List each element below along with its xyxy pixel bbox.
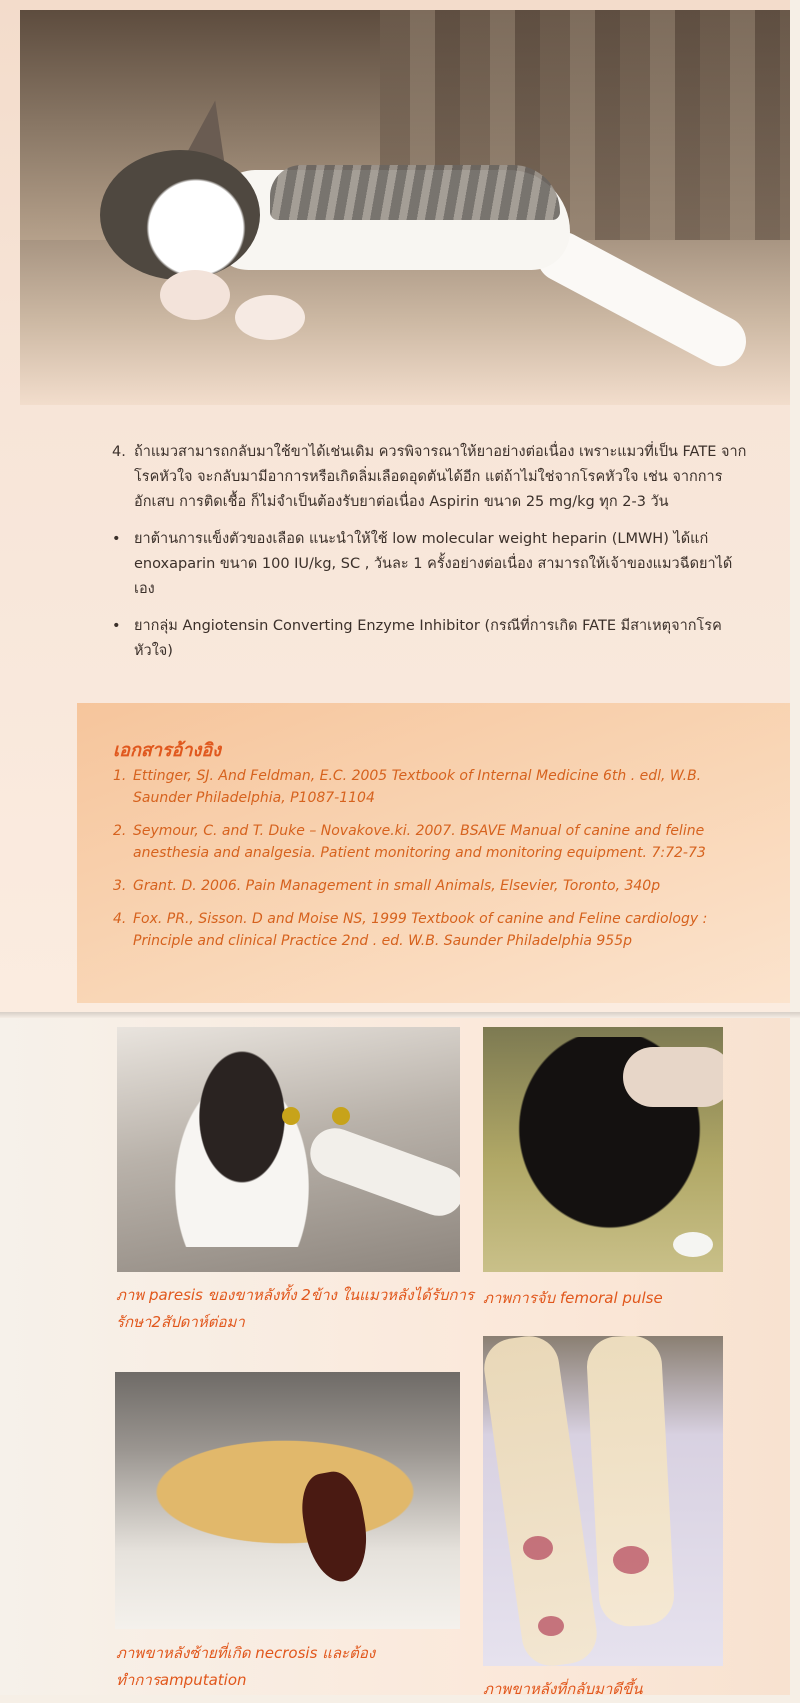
caption-paresis: ภาพ paresis ของขาหลังทั้ง 2ข้าง ในแมวหลังได้รับการรักษา2สัปดาห์ต่อมา [116, 1286, 474, 1331]
photo-femoral-pulse [483, 1027, 723, 1272]
reference-text: Fox. PR., Sisson. D and Moise NS, 1999 Textbook of canine and Feline cardiology : Principle and clinical Practice 2nd . ed. W.B. Saunder Philadelphia 955p [133, 911, 708, 949]
bullet-text: ยาต้านการแข็งตัวของเลือด แนะนำให้ใช้ low molecular weight heparin (LMWH) ได้แก่ enoxaparin ขนาด 100 IU/kg, SC , วันละ 1 ครั้งอย่างต่อเนื่อง สามารถให้เจ้าของแมวฉีดยาได้เอง [134, 531, 733, 597]
bullet-icon: • [112, 618, 121, 634]
lesion-spot [523, 1536, 553, 1560]
reference-text: Ettinger, SJ. And Feldman, E.C. 2005 Textbook of Internal Medicine 6th . edl, W.B. Saunder Philadelphia, P1087-1104 [133, 768, 702, 806]
reference-text: Seymour, C. and T. Duke – Novakove.ki. 2007. BSAVE Manual of canine and feline anesthesia and analgesia. Patient monitoring and monitoring equipment. 7:72-73 [133, 823, 706, 861]
bullet-item [112, 527, 752, 602]
reference-item [113, 765, 743, 809]
reference-text: Grant. D. 2006. Pain Management in small Animals, Elsevier, Toronto, 340p [133, 878, 661, 894]
hand [623, 1047, 723, 1107]
cat-paw [160, 270, 230, 320]
cat-eye [282, 1107, 300, 1125]
caption-necrosis: ภาพขาหลังซ้ายที่เกิด necrosis และต้องทำการamputation [116, 1644, 376, 1689]
cat-leg [585, 1336, 675, 1628]
bullet-item [112, 614, 752, 664]
item-text: ถ้าแมวสามารถกลับมาใช้ขาได้เช่นเดิม ควรพิจารณาให้ยาอย่างต่อเนื่อง เพราะแมวที่เป็น FATE จากโรคหัวใจ จะกลับมามีอาการหรือเกิดลิ่มเลือดอุดตันได้อีก แต่ถ้าไม่ใช่จากโรคหัวใจ เช่น จากการอักเสบ การติดเชื้อ ก็ไม่จำเป็นต้องรับยาต่อเนื่อง Aspirin ขนาด 25 mg/kg ทุก 2-3 วัน [134, 444, 747, 510]
black-white-cat [157, 1047, 327, 1247]
reference-item [113, 820, 743, 864]
lesion-spot [613, 1546, 649, 1574]
references-box [77, 703, 790, 1003]
cat-head [100, 150, 260, 280]
reference-number: 4. [113, 911, 127, 927]
item-number: 4. [112, 444, 126, 460]
photo-paresis-cat [117, 1027, 460, 1272]
reference-item [113, 875, 743, 897]
reference-item [113, 908, 743, 952]
treatment-text [112, 440, 752, 664]
cat-eye [332, 1107, 350, 1125]
white-paw [673, 1232, 713, 1257]
photo-necrosis-leg [115, 1372, 460, 1629]
bullet-text: ยากลุ่ม Angiotensin Converting Enzyme Inhibitor (กรณีที่การเกิด FATE มีสาเหตุจากโรคหัวใจ) [134, 618, 722, 659]
orange-cat [135, 1432, 435, 1552]
photo-recovered-legs [483, 1336, 723, 1666]
cat-leg [483, 1336, 601, 1666]
cat-paw [235, 295, 305, 340]
numbered-item-4 [112, 440, 752, 515]
references-title: เอกสารอ้างอิง [113, 740, 221, 761]
hero-cat-photo [20, 10, 790, 405]
bullet-icon: • [112, 531, 121, 547]
reference-number: 3. [113, 878, 127, 894]
reference-number: 2. [113, 823, 127, 839]
references-list [113, 765, 743, 963]
caption-recovered: ภาพขาหลังที่กลับมาดีขึ้น [483, 1680, 643, 1698]
caption-femoral-pulse: ภาพการจับ femoral pulse [483, 1289, 663, 1307]
cat-tabby-back [270, 165, 560, 220]
lesion-spot [538, 1616, 564, 1636]
reference-number: 1. [113, 768, 127, 784]
